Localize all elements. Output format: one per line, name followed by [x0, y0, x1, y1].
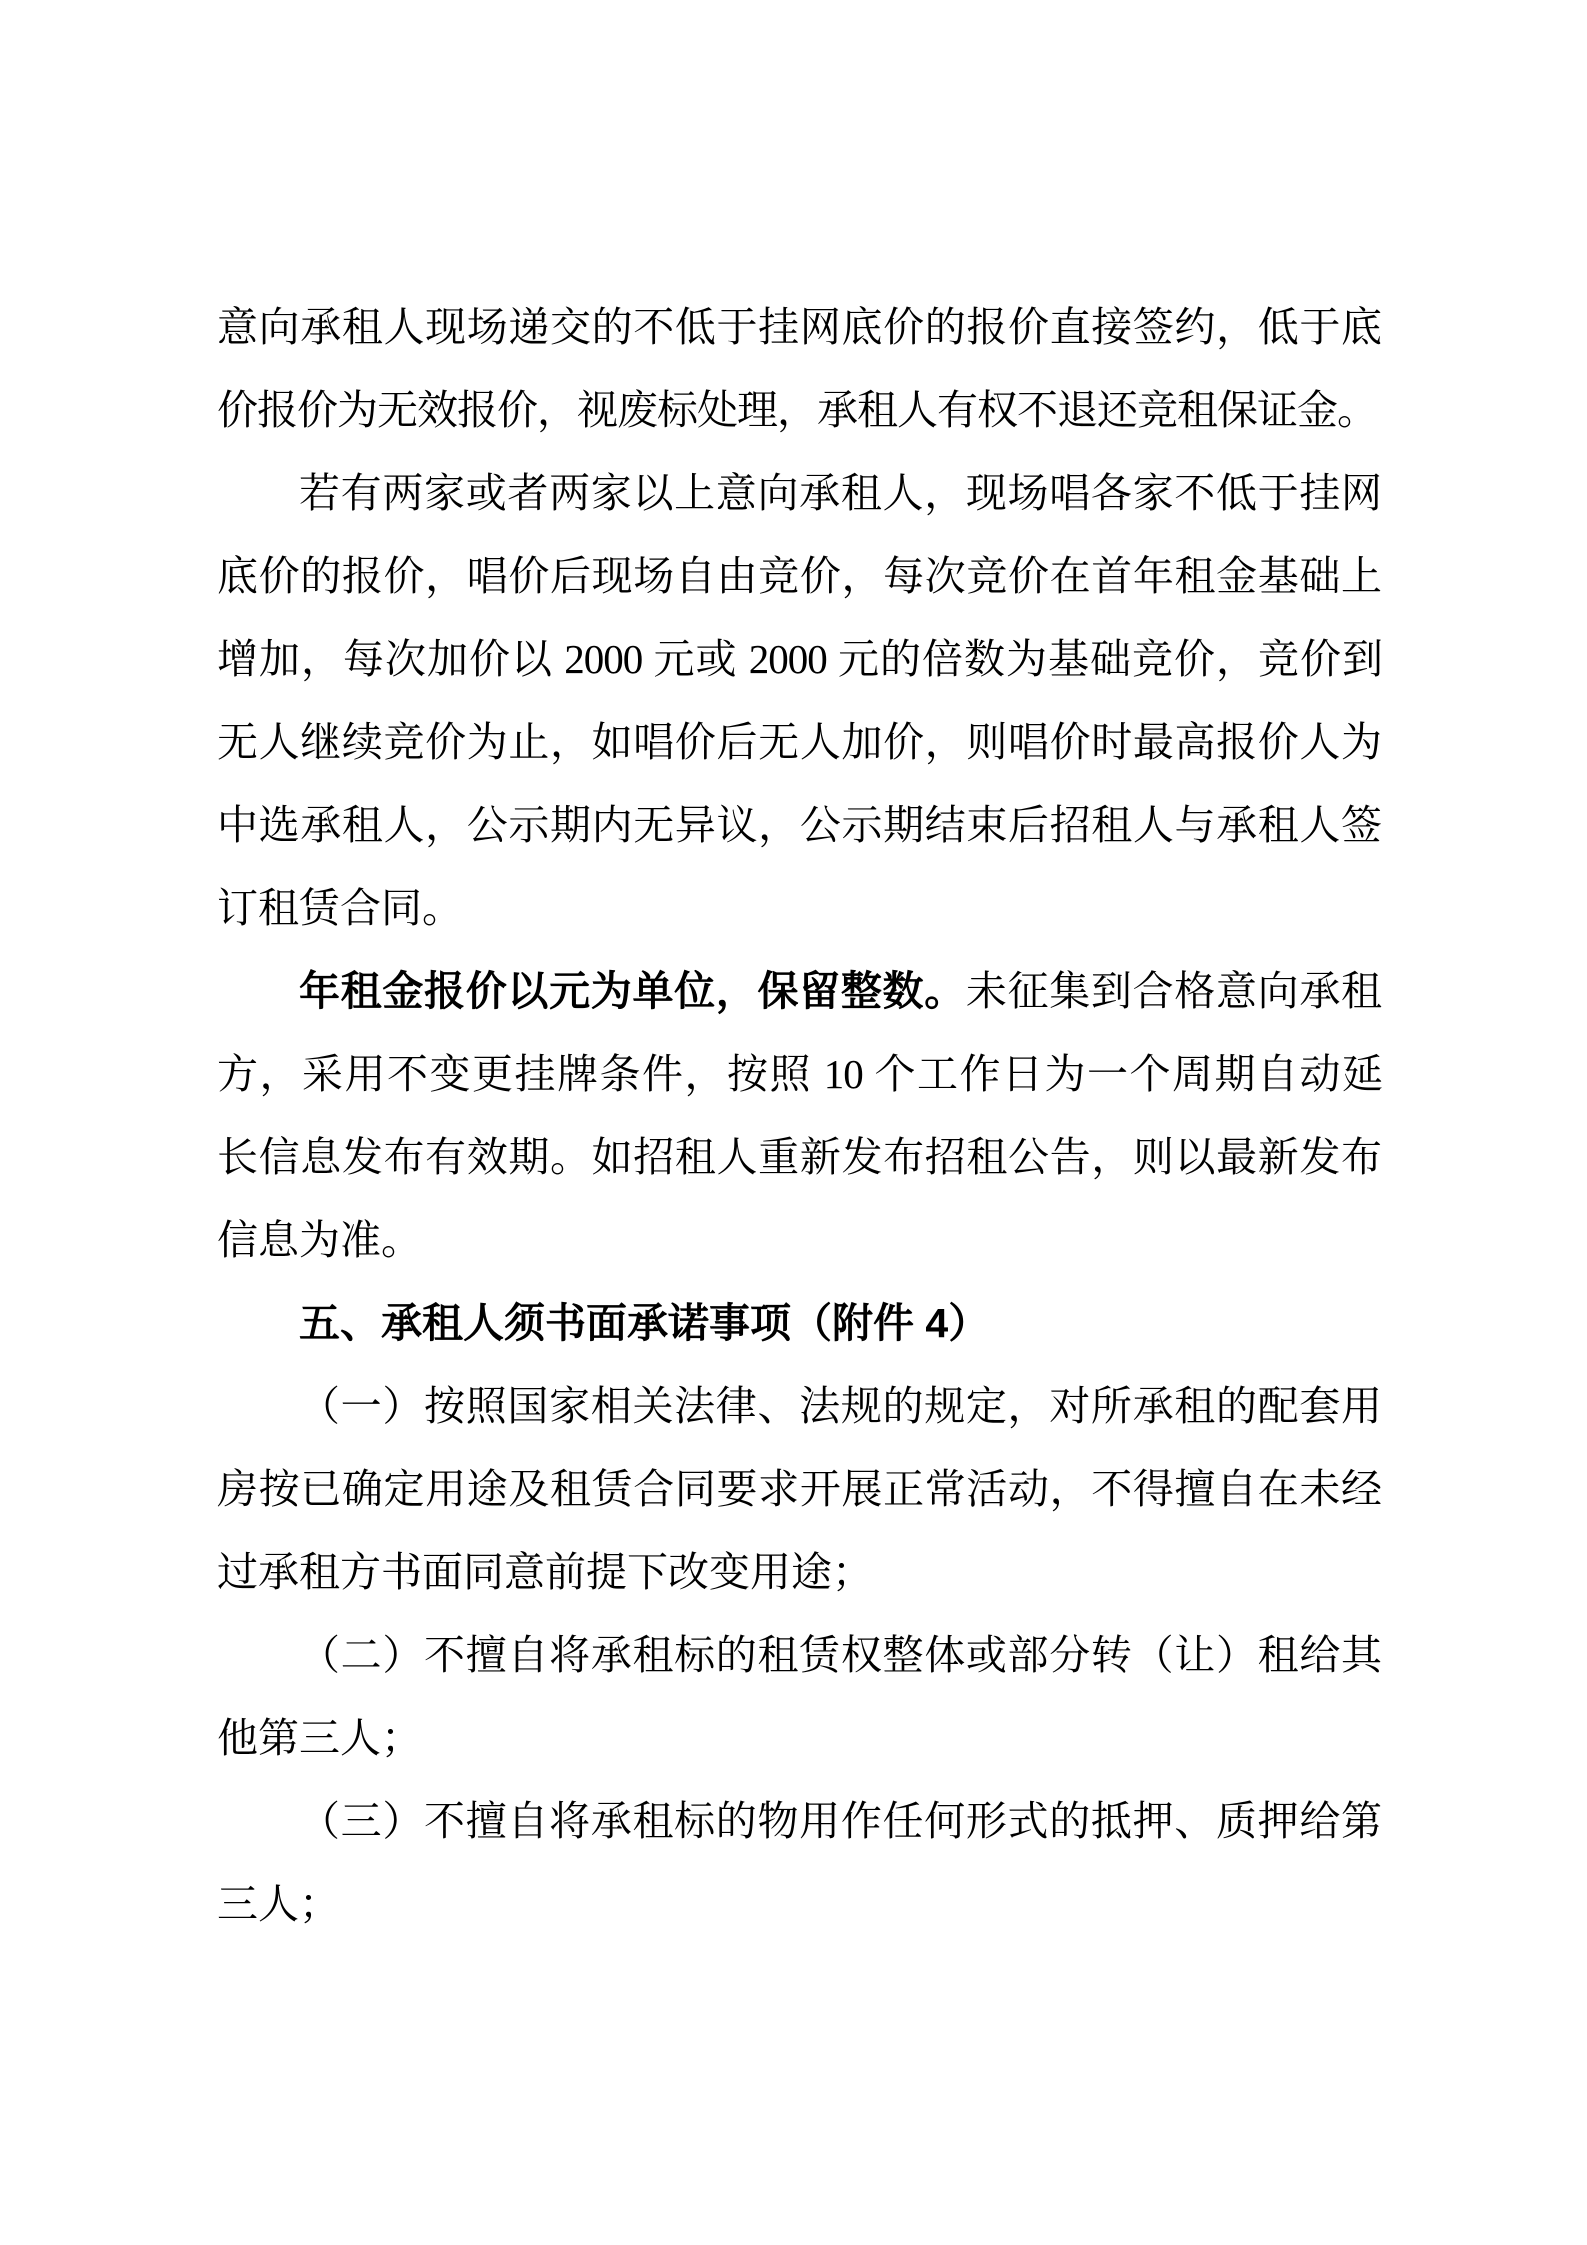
document-line [217, 1365, 1382, 1448]
document-line [217, 867, 1382, 950]
text-segment: 三人； [217, 1881, 340, 1927]
document-line [217, 701, 1382, 784]
document-line [217, 1863, 1382, 1946]
text-segment: （一）按照国家相关法律、法规的规定，对所承租的配套用 [299, 1383, 1382, 1429]
text-segment-bold: 年租金报价以元为单位，保留整数。 [299, 968, 966, 1014]
text-segment: 中选承租人，公示期内无异议，公示期结束后招租人与承租人签 [217, 802, 1382, 848]
document-line [217, 1448, 1382, 1531]
document-line [217, 1697, 1382, 1780]
document-line [217, 1033, 1382, 1116]
text-segment: 过承租方书面同意前提下改变用途； [217, 1549, 873, 1595]
document-line [217, 784, 1382, 867]
text-segment: 增加，每次加价以 2000 元或 2000 元的倍数为基础竞价，竞价到 [217, 636, 1382, 682]
text-segment: 底价的报价，唱价后现场自由竞价，每次竞价在首年租金基础上 [217, 553, 1382, 599]
document-line [217, 1780, 1382, 1863]
text-segment: 他第三人； [217, 1715, 422, 1761]
text-segment: 房按已确定用途及租赁合同要求开展正常活动，不得擅自在未经 [217, 1466, 1382, 1512]
text-segment: 意向承租人现场递交的不低于挂网底价的报价直接签约，低于底 [217, 304, 1382, 350]
document-line [217, 1282, 1382, 1365]
text-segment: 信息为准。 [217, 1217, 422, 1263]
para-rent-quote-rule [217, 950, 1382, 1282]
text-segment: 长信息发布有效期。如招租人重新发布招租公告，则以最新发布 [217, 1134, 1382, 1180]
document-line [217, 1614, 1382, 1697]
text-segment: （二）不擅自将承租标的租赁权整体或部分转（让）租给其 [299, 1632, 1382, 1678]
text-segment: 若有两家或者两家以上意向承租人，现场唱各家不低于挂网 [299, 470, 1382, 516]
para-commitment-2 [217, 1614, 1382, 1780]
text-segment: 价报价为无效报价，视废标处理，承租人有权不退还竞租保证金。 [217, 387, 1377, 433]
document-line [217, 1116, 1382, 1199]
document-line [217, 369, 1382, 452]
document-line [217, 286, 1382, 369]
document-line [217, 535, 1382, 618]
text-segment: 无人继续竞价为止，如唱价后无人加价，则唱价时最高报价人为 [217, 719, 1382, 765]
document-line [217, 618, 1382, 701]
document-line [217, 1199, 1382, 1282]
heading-section-five-commitments [217, 1282, 1382, 1365]
document-line [217, 1531, 1382, 1614]
text-segment: 订租赁合同。 [217, 885, 463, 931]
document-content [217, 286, 1382, 1946]
para-commitment-3 [217, 1780, 1382, 1946]
text-segment-bold: 五、承租人须书面承诺事项（附件 4） [299, 1300, 990, 1346]
text-segment: 未征集到合格意向承租 [965, 968, 1383, 1014]
para-bidding-procedure [217, 452, 1382, 950]
document-line [217, 452, 1382, 535]
document-line [217, 950, 1382, 1033]
text-segment: （三）不擅自将承租标的物用作任何形式的抵押、质押给第 [299, 1798, 1382, 1844]
para-commitment-1 [217, 1365, 1382, 1614]
text-segment: 方，采用不变更挂牌条件，按照 10 个工作日为一个周期自动延 [217, 1051, 1382, 1097]
para-signing-rule-continuation [217, 286, 1382, 452]
